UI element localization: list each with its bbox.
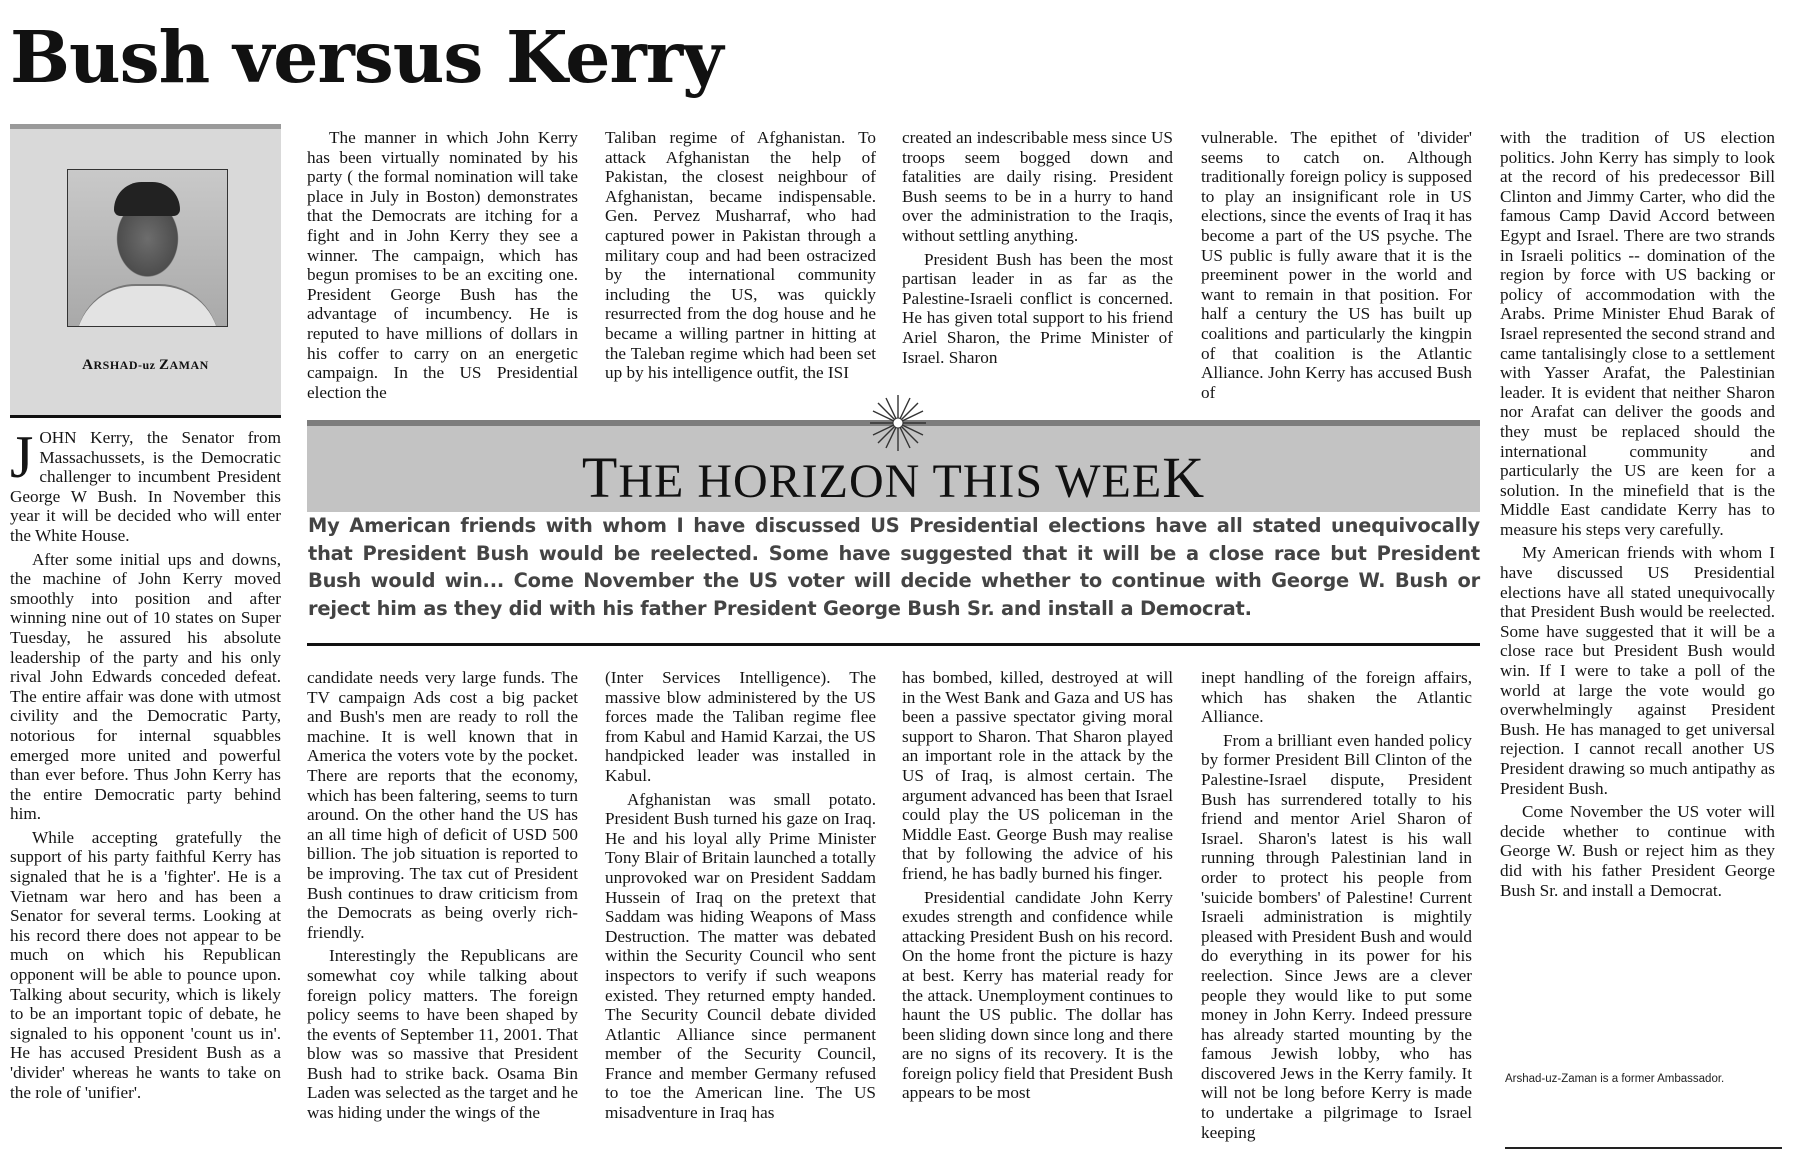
article-column-3-bottom <box>605 668 876 1168</box>
end-rule <box>1505 1147 1782 1149</box>
author-box <box>10 124 281 418</box>
pull-quote-rule <box>307 643 1480 646</box>
article-column-5-bottom <box>1201 668 1472 1168</box>
article-paragraph: created an indescribable mess since US troops seem bogged down and fatalities are daily rising. President Bush seems to be in a hurry to hand over the administration to the Iraqis, without settling anything. <box>902 128 1173 245</box>
article-paragraph: After some initial ups and downs, the machine of John Kerry moved smoothly into position and after winning nine out of 10 states on Super Tuesday, he assured his absolute leadership of the party and his only rival John Edwards conceded defeat. The entire affair was done with utmost civility and the Democratic Party, notorious for internal squabbles emerged more united and powerful than ever before. Thus John Kerry has the entire Democratic party behind him. <box>10 549 281 824</box>
section-title-final: K <box>1162 445 1206 510</box>
byline-part-1: RSHAD <box>93 358 138 372</box>
article-paragraph: My American friends with whom I have discussed US Presidential elections have all stated unequivocally that President Bush would be reelected. Some have suggested that it will be a close race but President Bush would win. If I were to take a poll of the world at large the vote would go overwhelmingly against President Bush. He has managed to get universal rejection. I cannot recall another US President drawing so much antipathy as President Bush. <box>1500 543 1775 798</box>
article-paragraph: candidate needs very large funds. The TV campaign Ads cost a big packet and Bush's men are ready to roll the machine. It is well known that in America the voters vote by the pocket. There are reports that the economy, which has been faltering, seems to turn around. On the other hand the US has an all time high of deficit of USD 500 billion. The job situation is reported to be improving. The tax cut of President Bush continues to draw criticism from the Democrats as being overly rich-friendly. <box>307 668 578 942</box>
photo-hair-shape <box>114 182 180 216</box>
article-column-6 <box>1500 128 1775 1063</box>
author-byline <box>10 357 281 374</box>
article-paragraph: Taliban regime of Afghanistan. To attack Afghanistan the help of Pakistan, the closest neighbour of Afghanistan, became indispensable. Gen. Pervez Musharraf, who had captured power in Pakistan through a military coup and had been ostracized by the international community including the US, was quickly resurrected from the dog house and he became a willing partner in hitting at the Taleban regime which had been set up by his intelligence outfit, the ISI <box>605 128 876 383</box>
section-title-initial: T <box>581 445 619 510</box>
byline-part-mid: -uz <box>138 358 159 372</box>
byline-part-2: AMAN <box>169 358 209 372</box>
article-column-2-bottom <box>307 668 578 1168</box>
article-column-4-bottom <box>902 668 1173 1168</box>
article-paragraph: vulnerable. The epithet of 'divider' seems to catch on. Although traditionally foreign policy is supposed to play an insignificant role in US elections, since the events of Iraq it has become a part of the US psyche. The US public is fully aware that it is the preeminent power in the world and want to remain in that position. For half a century the US has built up coalitions and particularly the kingpin of that coalition is the Atlantic Alliance. John Kerry has accused Bush of <box>1201 128 1472 402</box>
article-paragraph: While accepting gratefully the support of his party faithful Kerry has signaled that he is a 'fighter'. He is a Vietnam war hero and has been a Senator for several terms. Looking at his record there does not appear to be much on which his Republican opponent will be able to pounce upon. Talking about security, which is likely to be an important topic of debate, he signaled to his opponent 'count us in'. He has accused President Bush as a 'divider' whereas he wants to take on the role of 'unifier'. <box>10 827 281 1102</box>
pull-quote: My American friends with whom I have discussed US Presidential elections have all stated unequivocally that President Bush would be reelected. Some have suggested that it will be a close race but President Bush would win... Come November the US voter will decide whether to continue with George W. Bush or reject him as they did with his father President George Bush Sr. and install a Democrat. <box>308 514 1480 620</box>
article-column-1 <box>10 428 281 1168</box>
article-paragraph: From a brilliant even handed policy by former President Bill Clinton of the Palestine-Israel dispute, President Bush has surrendered totally to his friend and mentor Ariel Sharon of Israel. Sharon's latest is his wall running through Palestinian land in order to protect his people from 'suicide bombers' of Palestine! Current Israeli administration is mightily pleased with President Bush and would do everything in its power for his reelection. Since Jews are a clever people they would like to put some money in John Kerry. Indeed pressure has already started mounting by the famous Jewish lobby, who has discovered Jews in the Kerry family. It will not be long before Kerry is made to undertake a pilgrimage to Israel keeping <box>1201 730 1472 1142</box>
article-column-3-top <box>605 128 876 404</box>
photo-shoulders-shape <box>76 284 219 327</box>
byline-initial-1: A <box>82 357 94 373</box>
article-paragraph: (Inter Services Intelligence). The massive blow administered by the US forces made the Taliban regime flee from Kabul and Hamid Karzai, the US handpicked leader was installed in Kabul. <box>605 668 876 785</box>
article-paragraph: President Bush has been the most partisan leader in as far as the Palestine-Israeli conflict is concerned. He has given total support to his friend Ariel Sharon, the Prime Minister of Israel. Sharon <box>902 249 1173 367</box>
article-paragraph <box>10 428 281 546</box>
drop-cap: J <box>10 428 34 490</box>
article-column-2-top <box>307 128 578 404</box>
starburst-icon <box>868 393 928 453</box>
paragraph-text: OHN Kerry, the Senator from Massachussets, is the Democratic challenger to incumbent President George W Bush. In November this year it will be decided who will enter the White House. <box>10 428 281 545</box>
article-column-5-top <box>1201 128 1472 404</box>
section-title-text: HE HORIZON THIS WEE <box>618 455 1163 508</box>
article-paragraph: with the tradition of US election politics. John Kerry has simply to look at the record of his predecessor Bill Clinton and Jimmy Carter, who did the famous Camp David Accord between Egypt and Israel. There are two strands in Israeli politics -- domination of the region by force with US backing or policy of accommodation with the Arabs. Prime Minister Ehud Barak of Israel represented the second strand and came tantalisingly close to a settlement with Yasser Arafat, the Palestinian leader. It is evident that neither Sharon nor Arafat can deliver the goods and they must be replaced should the international community and particularly the US are keen for a solution. In the minefield that is the Middle East candidate Kerry has to measure his steps very carefully. <box>1500 128 1775 539</box>
headline: Bush versus Kerry <box>10 15 723 99</box>
article-paragraph: Presidential candidate John Kerry exudes strength and confidence while attacking President Bush on his record. On the home front the picture is hazy at best. Kerry has material ready for the attack. Unemployment continues to haunt the US public. The dollar has been sliding down since long and there are no signs of its recovery. It is the foreign policy field that President Bush appears to be most <box>902 887 1173 1103</box>
byline-initial-2: Z <box>159 357 170 373</box>
article-paragraph: The manner in which John Kerry has been virtually nominated by his party ( the formal nomination will take place in July in Boston) demonstrates that the Democrats are itching for a fight and in John Kerry they see a winner. The campaign, which has begun promises to be an exciting one. President George Bush has the advantage of incumbency. He is reputed to have millions of dollars in his coffer to carry on an energetic campaign. In the US Presidential election the <box>307 128 578 402</box>
section-title <box>307 445 1480 510</box>
author-footnote: Arshad-uz-Zaman is a former Ambassador. <box>1505 1073 1725 1085</box>
article-paragraph: Afghanistan was small potato. President Bush turned his gaze on Iraq. He and his loyal ally Prime Minister Tony Blair of Britain launched a totally unprovoked war on President Saddam Hussein of Iraq on the pretext that Saddam was hiding Weapons of Mass Destruction. The matter was debated within the Security Council who sent inspectors to verify if such weapons existed. They returned empty handed. The Security Council debate divided Atlantic Alliance since permanent member of the Security Council, France and member Germany refused to toe the American line. The US misadventure in Iraq has <box>605 789 876 1123</box>
article-paragraph: inept handling of the foreign affairs, which has shaken the Atlantic Alliance. <box>1201 668 1472 727</box>
article-column-4-top <box>902 128 1173 404</box>
article-paragraph: Interestingly the Republicans are somewhat coy while talking about foreign policy matters. The foreign policy seems to have been shaped by the events of September 11, 2001. That blow was so massive that President Bush had to strike back. Osama Bin Laden was selected as the target and he was hiding under the wings of the <box>307 946 578 1123</box>
article-paragraph: Come November the US voter will decide whether to continue with George W. Bush or reject him as they did with his father President George Bush Sr. and install a Democrat. <box>1500 802 1775 900</box>
author-photo <box>67 169 228 327</box>
article-paragraph: has bombed, killed, destroyed at will in the West Bank and Gaza and US has been a passive spectator giving moral support to Sharon. That Sharon played an important role in the attack by the US of Iraq, is almost certain. The argument advanced has been that Israel could play the US policeman in the Middle East. George Bush may realise that by following the advice of his friend, he has badly burned his finger. <box>902 668 1173 883</box>
